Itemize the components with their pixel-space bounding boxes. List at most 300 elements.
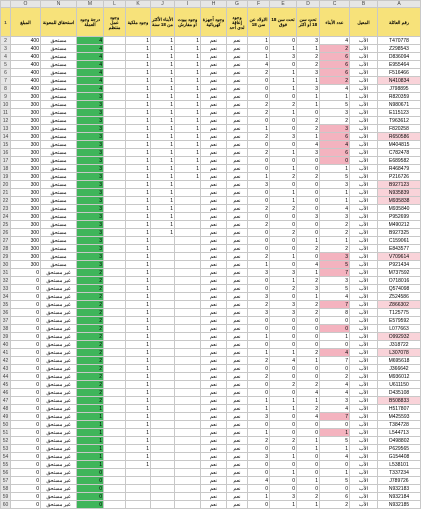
cell-disability[interactable]: نعم: [227, 157, 248, 165]
cell-appliances[interactable]: نعم: [201, 173, 227, 181]
cell-disability[interactable]: نعم: [227, 37, 248, 45]
cell-amount[interactable]: 300: [11, 229, 41, 237]
cell-provider[interactable]: الأب: [350, 85, 378, 93]
cell-owner[interactable]: 1: [126, 189, 151, 197]
cell-provider[interactable]: الأب: [350, 381, 378, 389]
cell-eligibility[interactable]: غير مستحق: [41, 397, 77, 405]
cell-disability[interactable]: نعم: [227, 421, 248, 429]
cell-kids[interactable]: 4: [320, 349, 350, 357]
cell-owner[interactable]: 1: [126, 293, 151, 301]
cell-disability[interactable]: نعم: [227, 285, 248, 293]
cell-job[interactable]: [104, 125, 126, 133]
cell-under18a[interactable]: 0: [297, 333, 320, 341]
cell-kids18[interactable]: 0: [248, 381, 270, 389]
cell-kids[interactable]: 5: [320, 437, 350, 445]
cell-provider[interactable]: الأب: [350, 349, 378, 357]
cell-houses[interactable]: [175, 189, 201, 197]
cell-degree[interactable]: 3: [77, 261, 104, 269]
cell-degree[interactable]: 1: [77, 429, 104, 437]
cell-family_id[interactable]: P629565: [378, 445, 421, 453]
cell-under18a[interactable]: 0: [297, 325, 320, 333]
cell-kids18[interactable]: 0: [248, 421, 270, 429]
cell-eligibility[interactable]: مستحق: [41, 53, 77, 61]
cell-degree[interactable]: 2: [77, 373, 104, 381]
cell-provider[interactable]: الأب: [350, 205, 378, 213]
row-number[interactable]: 54: [1, 453, 11, 461]
cell-houses[interactable]: [175, 477, 201, 485]
cell-eligibility[interactable]: غير مستحق: [41, 341, 77, 349]
cell-kids18[interactable]: 2: [248, 109, 270, 117]
cell-disability[interactable]: نعم: [227, 269, 248, 277]
cell-provider[interactable]: الأب: [350, 269, 378, 277]
cell-appliances[interactable]: نعم: [201, 349, 227, 357]
cell-houses[interactable]: [175, 181, 201, 189]
cell-job[interactable]: [104, 413, 126, 421]
cell-under18b[interactable]: 2: [270, 229, 297, 237]
cell-eligibility[interactable]: غير مستحق: [41, 445, 77, 453]
cell-disability[interactable]: نعم: [227, 365, 248, 373]
cell-job[interactable]: [104, 237, 126, 245]
cell-houses[interactable]: [175, 453, 201, 461]
cell-owner[interactable]: 1: [126, 397, 151, 405]
cell-under18b[interactable]: 0: [270, 317, 297, 325]
cell-amount[interactable]: 0: [11, 349, 41, 357]
cell-disability[interactable]: نعم: [227, 277, 248, 285]
cell-over18[interactable]: [151, 357, 175, 365]
cell-over18[interactable]: [151, 261, 175, 269]
cell-eligibility[interactable]: غير مستحق: [41, 269, 77, 277]
cell-disability[interactable]: نعم: [227, 429, 248, 437]
cell-family_id[interactable]: O498802: [378, 437, 421, 445]
cell-family_id[interactable]: P952699: [378, 213, 421, 221]
row-number[interactable]: 9: [1, 93, 11, 101]
cell-kids[interactable]: 4: [320, 205, 350, 213]
cell-family_id[interactable]: R650586: [378, 133, 421, 141]
cell-amount[interactable]: 400: [11, 77, 41, 85]
cell-kids18[interactable]: 1: [248, 405, 270, 413]
cell-job[interactable]: [104, 261, 126, 269]
cell-kids18[interactable]: 0: [248, 469, 270, 477]
cell-under18b[interactable]: 0: [270, 325, 297, 333]
cell-over18[interactable]: 1: [151, 37, 175, 45]
cell-under18a[interactable]: 0: [297, 221, 320, 229]
cell-over18[interactable]: [151, 477, 175, 485]
cell-owner[interactable]: 1: [126, 405, 151, 413]
cell-owner[interactable]: [126, 501, 151, 509]
cell-eligibility[interactable]: غير مستحق: [41, 317, 77, 325]
cell-houses[interactable]: [175, 341, 201, 349]
column-header[interactable]: N: [41, 1, 77, 8]
cell-family_id[interactable]: Z298543: [378, 45, 421, 53]
cell-degree[interactable]: 0: [77, 501, 104, 509]
cell-eligibility[interactable]: مستحق: [41, 69, 77, 77]
cell-kids[interactable]: 4: [320, 389, 350, 397]
cell-kids18[interactable]: 0: [248, 213, 270, 221]
cell-appliances[interactable]: نعم: [201, 405, 227, 413]
cell-over18[interactable]: 1: [151, 53, 175, 61]
cell-kids[interactable]: 3: [320, 125, 350, 133]
cell-over18[interactable]: [151, 293, 175, 301]
cell-over18[interactable]: 1: [151, 61, 175, 69]
cell-disability[interactable]: نعم: [227, 133, 248, 141]
cell-amount[interactable]: 0: [11, 397, 41, 405]
cell-owner[interactable]: 1: [126, 389, 151, 397]
cell-provider[interactable]: الأب: [350, 165, 378, 173]
cell-owner[interactable]: 1: [126, 317, 151, 325]
cell-kids[interactable]: 3: [320, 277, 350, 285]
cell-disability[interactable]: نعم: [227, 117, 248, 125]
cell-kids[interactable]: 7: [320, 413, 350, 421]
cell-job[interactable]: [104, 157, 126, 165]
cell-over18[interactable]: 1: [151, 149, 175, 157]
cell-over18[interactable]: 1: [151, 229, 175, 237]
cell-kids18[interactable]: 3: [248, 269, 270, 277]
cell-kids[interactable]: 6: [320, 53, 350, 61]
cell-kids18[interactable]: 2: [248, 205, 270, 213]
cell-provider[interactable]: الأب: [350, 149, 378, 157]
cell-degree[interactable]: 3: [77, 125, 104, 133]
row-number[interactable]: 46: [1, 389, 11, 397]
cell-appliances[interactable]: نعم: [201, 205, 227, 213]
cell-eligibility[interactable]: مستحق: [41, 197, 77, 205]
cell-kids[interactable]: 2: [320, 117, 350, 125]
cell-eligibility[interactable]: غير مستحق: [41, 365, 77, 373]
cell-kids18[interactable]: 0: [248, 501, 270, 509]
cell-under18b[interactable]: 3: [270, 309, 297, 317]
cell-job[interactable]: [104, 221, 126, 229]
cell-under18a[interactable]: 0: [297, 205, 320, 213]
cell-family_id[interactable]: P216726: [378, 173, 421, 181]
cell-appliances[interactable]: نعم: [201, 469, 227, 477]
cell-kids18[interactable]: 0: [248, 325, 270, 333]
row-number[interactable]: 12: [1, 117, 11, 125]
cell-job[interactable]: [104, 149, 126, 157]
column-header[interactable]: G: [227, 1, 248, 8]
cell-degree[interactable]: 2: [77, 317, 104, 325]
cell-kids18[interactable]: 1: [248, 37, 270, 45]
cell-degree[interactable]: 4: [77, 37, 104, 45]
cell-kids18[interactable]: 0: [248, 229, 270, 237]
cell-eligibility[interactable]: مستحق: [41, 109, 77, 117]
column-header[interactable]: M: [77, 1, 104, 8]
cell-eligibility[interactable]: مستحق: [41, 61, 77, 69]
cell-provider[interactable]: الأب: [350, 117, 378, 125]
cell-family_id[interactable]: E843577: [378, 245, 421, 253]
cell-job[interactable]: [104, 381, 126, 389]
cell-appliances[interactable]: نعم: [201, 141, 227, 149]
cell-family_id[interactable]: M425593: [378, 413, 421, 421]
cell-over18[interactable]: 1: [151, 173, 175, 181]
cell-disability[interactable]: نعم: [227, 493, 248, 501]
cell-family_id[interactable]: R820359: [378, 93, 421, 101]
cell-kids[interactable]: 0: [320, 325, 350, 333]
cell-under18a[interactable]: 2: [297, 125, 320, 133]
cell-job[interactable]: [104, 69, 126, 77]
cell-appliances[interactable]: نعم: [201, 37, 227, 45]
cell-degree[interactable]: 2: [77, 357, 104, 365]
cell-under18b[interactable]: 1: [270, 405, 297, 413]
cell-eligibility[interactable]: مستحق: [41, 253, 77, 261]
header-cell[interactable]: المعيل: [350, 8, 378, 37]
cell-kids[interactable]: 5: [320, 101, 350, 109]
cell-eligibility[interactable]: غير مستحق: [41, 437, 77, 445]
cell-under18b[interactable]: 1: [270, 77, 297, 85]
cell-disability[interactable]: نعم: [227, 477, 248, 485]
cell-provider[interactable]: الأب: [350, 37, 378, 45]
cell-under18b[interactable]: 1: [270, 453, 297, 461]
row-number[interactable]: 20: [1, 181, 11, 189]
cell-job[interactable]: [104, 493, 126, 501]
cell-family_id[interactable]: N932183: [378, 485, 421, 493]
cell-owner[interactable]: 1: [126, 149, 151, 157]
cell-kids[interactable]: 3: [320, 397, 350, 405]
cell-family_id[interactable]: E115123: [378, 109, 421, 117]
cell-owner[interactable]: 1: [126, 357, 151, 365]
cell-under18a[interactable]: 1: [297, 133, 320, 141]
cell-kids[interactable]: 6: [320, 133, 350, 141]
cell-under18a[interactable]: 0: [297, 461, 320, 469]
cell-disability[interactable]: نعم: [227, 309, 248, 317]
cell-under18a[interactable]: 1: [297, 269, 320, 277]
cell-houses[interactable]: [175, 493, 201, 501]
cell-appliances[interactable]: نعم: [201, 269, 227, 277]
cell-disability[interactable]: نعم: [227, 109, 248, 117]
cell-family_id[interactable]: M695618: [378, 357, 421, 365]
cell-under18a[interactable]: 4: [297, 261, 320, 269]
cell-family_id[interactable]: B927325: [378, 229, 421, 237]
row-number[interactable]: 53: [1, 445, 11, 453]
cell-family_id[interactable]: D435108: [378, 389, 421, 397]
cell-amount[interactable]: 300: [11, 189, 41, 197]
cell-owner[interactable]: 1: [126, 341, 151, 349]
cell-kids18[interactable]: 0: [248, 141, 270, 149]
cell-appliances[interactable]: نعم: [201, 429, 227, 437]
cell-owner[interactable]: 1: [126, 253, 151, 261]
cell-houses[interactable]: 1: [175, 85, 201, 93]
cell-amount[interactable]: 0: [11, 309, 41, 317]
cell-houses[interactable]: [175, 301, 201, 309]
cell-provider[interactable]: الأب: [350, 133, 378, 141]
cell-appliances[interactable]: نعم: [201, 397, 227, 405]
cell-amount[interactable]: 400: [11, 53, 41, 61]
cell-disability[interactable]: نعم: [227, 501, 248, 509]
cell-appliances[interactable]: نعم: [201, 69, 227, 77]
cell-under18b[interactable]: 1: [270, 69, 297, 77]
cell-job[interactable]: [104, 389, 126, 397]
cell-disability[interactable]: نعم: [227, 333, 248, 341]
cell-over18[interactable]: [151, 445, 175, 453]
cell-owner[interactable]: 1: [126, 37, 151, 45]
cell-provider[interactable]: الأب: [350, 293, 378, 301]
row-number[interactable]: 48: [1, 405, 11, 413]
cell-houses[interactable]: [175, 413, 201, 421]
cell-disability[interactable]: نعم: [227, 437, 248, 445]
cell-owner[interactable]: 1: [126, 453, 151, 461]
cell-eligibility[interactable]: غير مستحق: [41, 301, 77, 309]
row-number[interactable]: 42: [1, 357, 11, 365]
cell-appliances[interactable]: نعم: [201, 453, 227, 461]
cell-disability[interactable]: نعم: [227, 349, 248, 357]
cell-under18b[interactable]: 0: [270, 461, 297, 469]
row-number[interactable]: 30: [1, 261, 11, 269]
cell-under18a[interactable]: 1: [297, 477, 320, 485]
cell-disability[interactable]: نعم: [227, 341, 248, 349]
cell-provider[interactable]: الأب: [350, 101, 378, 109]
cell-houses[interactable]: [175, 461, 201, 469]
cell-family_id[interactable]: C782478: [378, 149, 421, 157]
cell-degree[interactable]: 4: [77, 45, 104, 53]
cell-degree[interactable]: 1: [77, 453, 104, 461]
cell-houses[interactable]: [175, 373, 201, 381]
header-cell[interactable]: عدد الأبناء: [320, 8, 350, 37]
cell-provider[interactable]: الأب: [350, 437, 378, 445]
cell-appliances[interactable]: نعم: [201, 149, 227, 157]
cell-disability[interactable]: نعم: [227, 253, 248, 261]
header-cell[interactable]: رقم العائلة: [378, 8, 421, 37]
cell-over18[interactable]: 1: [151, 101, 175, 109]
cell-job[interactable]: [104, 357, 126, 365]
cell-degree[interactable]: 4: [77, 77, 104, 85]
cell-degree[interactable]: 3: [77, 173, 104, 181]
cell-amount[interactable]: 0: [11, 389, 41, 397]
cell-eligibility[interactable]: مستحق: [41, 157, 77, 165]
cell-kids[interactable]: 3: [320, 213, 350, 221]
row-number[interactable]: 34: [1, 293, 11, 301]
row-number[interactable]: 41: [1, 349, 11, 357]
cell-appliances[interactable]: نعم: [201, 357, 227, 365]
cell-job[interactable]: [104, 93, 126, 101]
cell-over18[interactable]: [151, 429, 175, 437]
row-number[interactable]: 19: [1, 173, 11, 181]
cell-disability[interactable]: نعم: [227, 261, 248, 269]
cell-under18a[interactable]: 1: [297, 357, 320, 365]
cell-amount[interactable]: 0: [11, 413, 41, 421]
cell-under18a[interactable]: 0: [297, 421, 320, 429]
cell-disability[interactable]: نعم: [227, 357, 248, 365]
header-cell[interactable]: وجود إعاقة لدى أحد: [227, 8, 248, 37]
cell-kids[interactable]: 4: [320, 85, 350, 93]
cell-degree[interactable]: 2: [77, 301, 104, 309]
cell-under18b[interactable]: 3: [270, 133, 297, 141]
cell-provider[interactable]: الأب: [350, 333, 378, 341]
header-cell[interactable]: المبلغ: [11, 8, 41, 37]
cell-over18[interactable]: 1: [151, 181, 175, 189]
cell-appliances[interactable]: نعم: [201, 261, 227, 269]
cell-degree[interactable]: 3: [77, 133, 104, 141]
row-number[interactable]: 31: [1, 269, 11, 277]
cell-kids[interactable]: 2: [320, 373, 350, 381]
header-cell[interactable]: وجود أجهزة كهربائية: [201, 8, 227, 37]
cell-degree[interactable]: 2: [77, 309, 104, 317]
cell-family_id[interactable]: M935840: [378, 205, 421, 213]
cell-eligibility[interactable]: مستحق: [41, 189, 77, 197]
cell-under18a[interactable]: 4: [297, 413, 320, 421]
cell-provider[interactable]: الأب: [350, 365, 378, 373]
cell-eligibility[interactable]: غير مستحق: [41, 381, 77, 389]
cell-degree[interactable]: 4: [77, 85, 104, 93]
cell-over18[interactable]: [151, 277, 175, 285]
cell-eligibility[interactable]: مستحق: [41, 261, 77, 269]
cell-amount[interactable]: 300: [11, 205, 41, 213]
cell-appliances[interactable]: نعم: [201, 389, 227, 397]
cell-kids[interactable]: 5: [320, 261, 350, 269]
cell-appliances[interactable]: نعم: [201, 493, 227, 501]
cell-degree[interactable]: 3: [77, 109, 104, 117]
cell-disability[interactable]: نعم: [227, 77, 248, 85]
cell-houses[interactable]: 1: [175, 101, 201, 109]
cell-kids18[interactable]: 1: [248, 125, 270, 133]
cell-amount[interactable]: 400: [11, 61, 41, 69]
row-number[interactable]: 43: [1, 365, 11, 373]
cell-job[interactable]: [104, 453, 126, 461]
cell-degree[interactable]: 3: [77, 101, 104, 109]
cell-disability[interactable]: نعم: [227, 93, 248, 101]
cell-under18b[interactable]: 2: [270, 101, 297, 109]
cell-under18b[interactable]: 1: [270, 197, 297, 205]
cell-job[interactable]: [104, 53, 126, 61]
cell-appliances[interactable]: نعم: [201, 237, 227, 245]
cell-eligibility[interactable]: غير مستحق: [41, 277, 77, 285]
cell-owner[interactable]: 1: [126, 173, 151, 181]
cell-owner[interactable]: 1: [126, 77, 151, 85]
cell-job[interactable]: [104, 469, 126, 477]
cell-houses[interactable]: [175, 445, 201, 453]
cell-job[interactable]: [104, 477, 126, 485]
cell-under18b[interactable]: 0: [270, 37, 297, 45]
cell-disability[interactable]: نعم: [227, 445, 248, 453]
cell-family_id[interactable]: N410834: [378, 77, 421, 85]
cell-kids18[interactable]: 4: [248, 61, 270, 69]
cell-under18b[interactable]: 0: [270, 341, 297, 349]
cell-eligibility[interactable]: غير مستحق: [41, 309, 77, 317]
cell-kids18[interactable]: 1: [248, 173, 270, 181]
cell-kids18[interactable]: 0: [248, 341, 270, 349]
cell-under18a[interactable]: 4: [297, 389, 320, 397]
cell-family_id[interactable]: E955464: [378, 61, 421, 69]
cell-over18[interactable]: [151, 253, 175, 261]
cell-family_id[interactable]: H517807: [378, 405, 421, 413]
cell-job[interactable]: [104, 245, 126, 253]
cell-appliances[interactable]: نعم: [201, 197, 227, 205]
cell-kids18[interactable]: 2: [248, 101, 270, 109]
row-number[interactable]: 2: [1, 37, 11, 45]
cell-under18b[interactable]: 1: [270, 149, 297, 157]
cell-provider[interactable]: الأب: [350, 301, 378, 309]
cell-job[interactable]: [104, 37, 126, 45]
column-header[interactable]: J: [151, 1, 175, 8]
cell-job[interactable]: [104, 141, 126, 149]
cell-over18[interactable]: 1: [151, 141, 175, 149]
cell-job[interactable]: [104, 101, 126, 109]
cell-family_id[interactable]: E579592: [378, 317, 421, 325]
cell-eligibility[interactable]: غير مستحق: [41, 349, 77, 357]
cell-amount[interactable]: 0: [11, 293, 41, 301]
cell-job[interactable]: [104, 333, 126, 341]
cell-disability[interactable]: نعم: [227, 397, 248, 405]
column-header[interactable]: L: [104, 1, 126, 8]
header-cell[interactable]: تحت سن 18 أو اكثر: [297, 8, 320, 37]
cell-eligibility[interactable]: غير مستحق: [41, 421, 77, 429]
cell-over18[interactable]: [151, 413, 175, 421]
cell-job[interactable]: [104, 197, 126, 205]
cell-houses[interactable]: [175, 213, 201, 221]
cell-owner[interactable]: 1: [126, 333, 151, 341]
cell-family_id[interactable]: J318722: [378, 341, 421, 349]
cell-degree[interactable]: 2: [77, 349, 104, 357]
cell-appliances[interactable]: نعم: [201, 125, 227, 133]
cell-over18[interactable]: [151, 437, 175, 445]
cell-job[interactable]: [104, 181, 126, 189]
